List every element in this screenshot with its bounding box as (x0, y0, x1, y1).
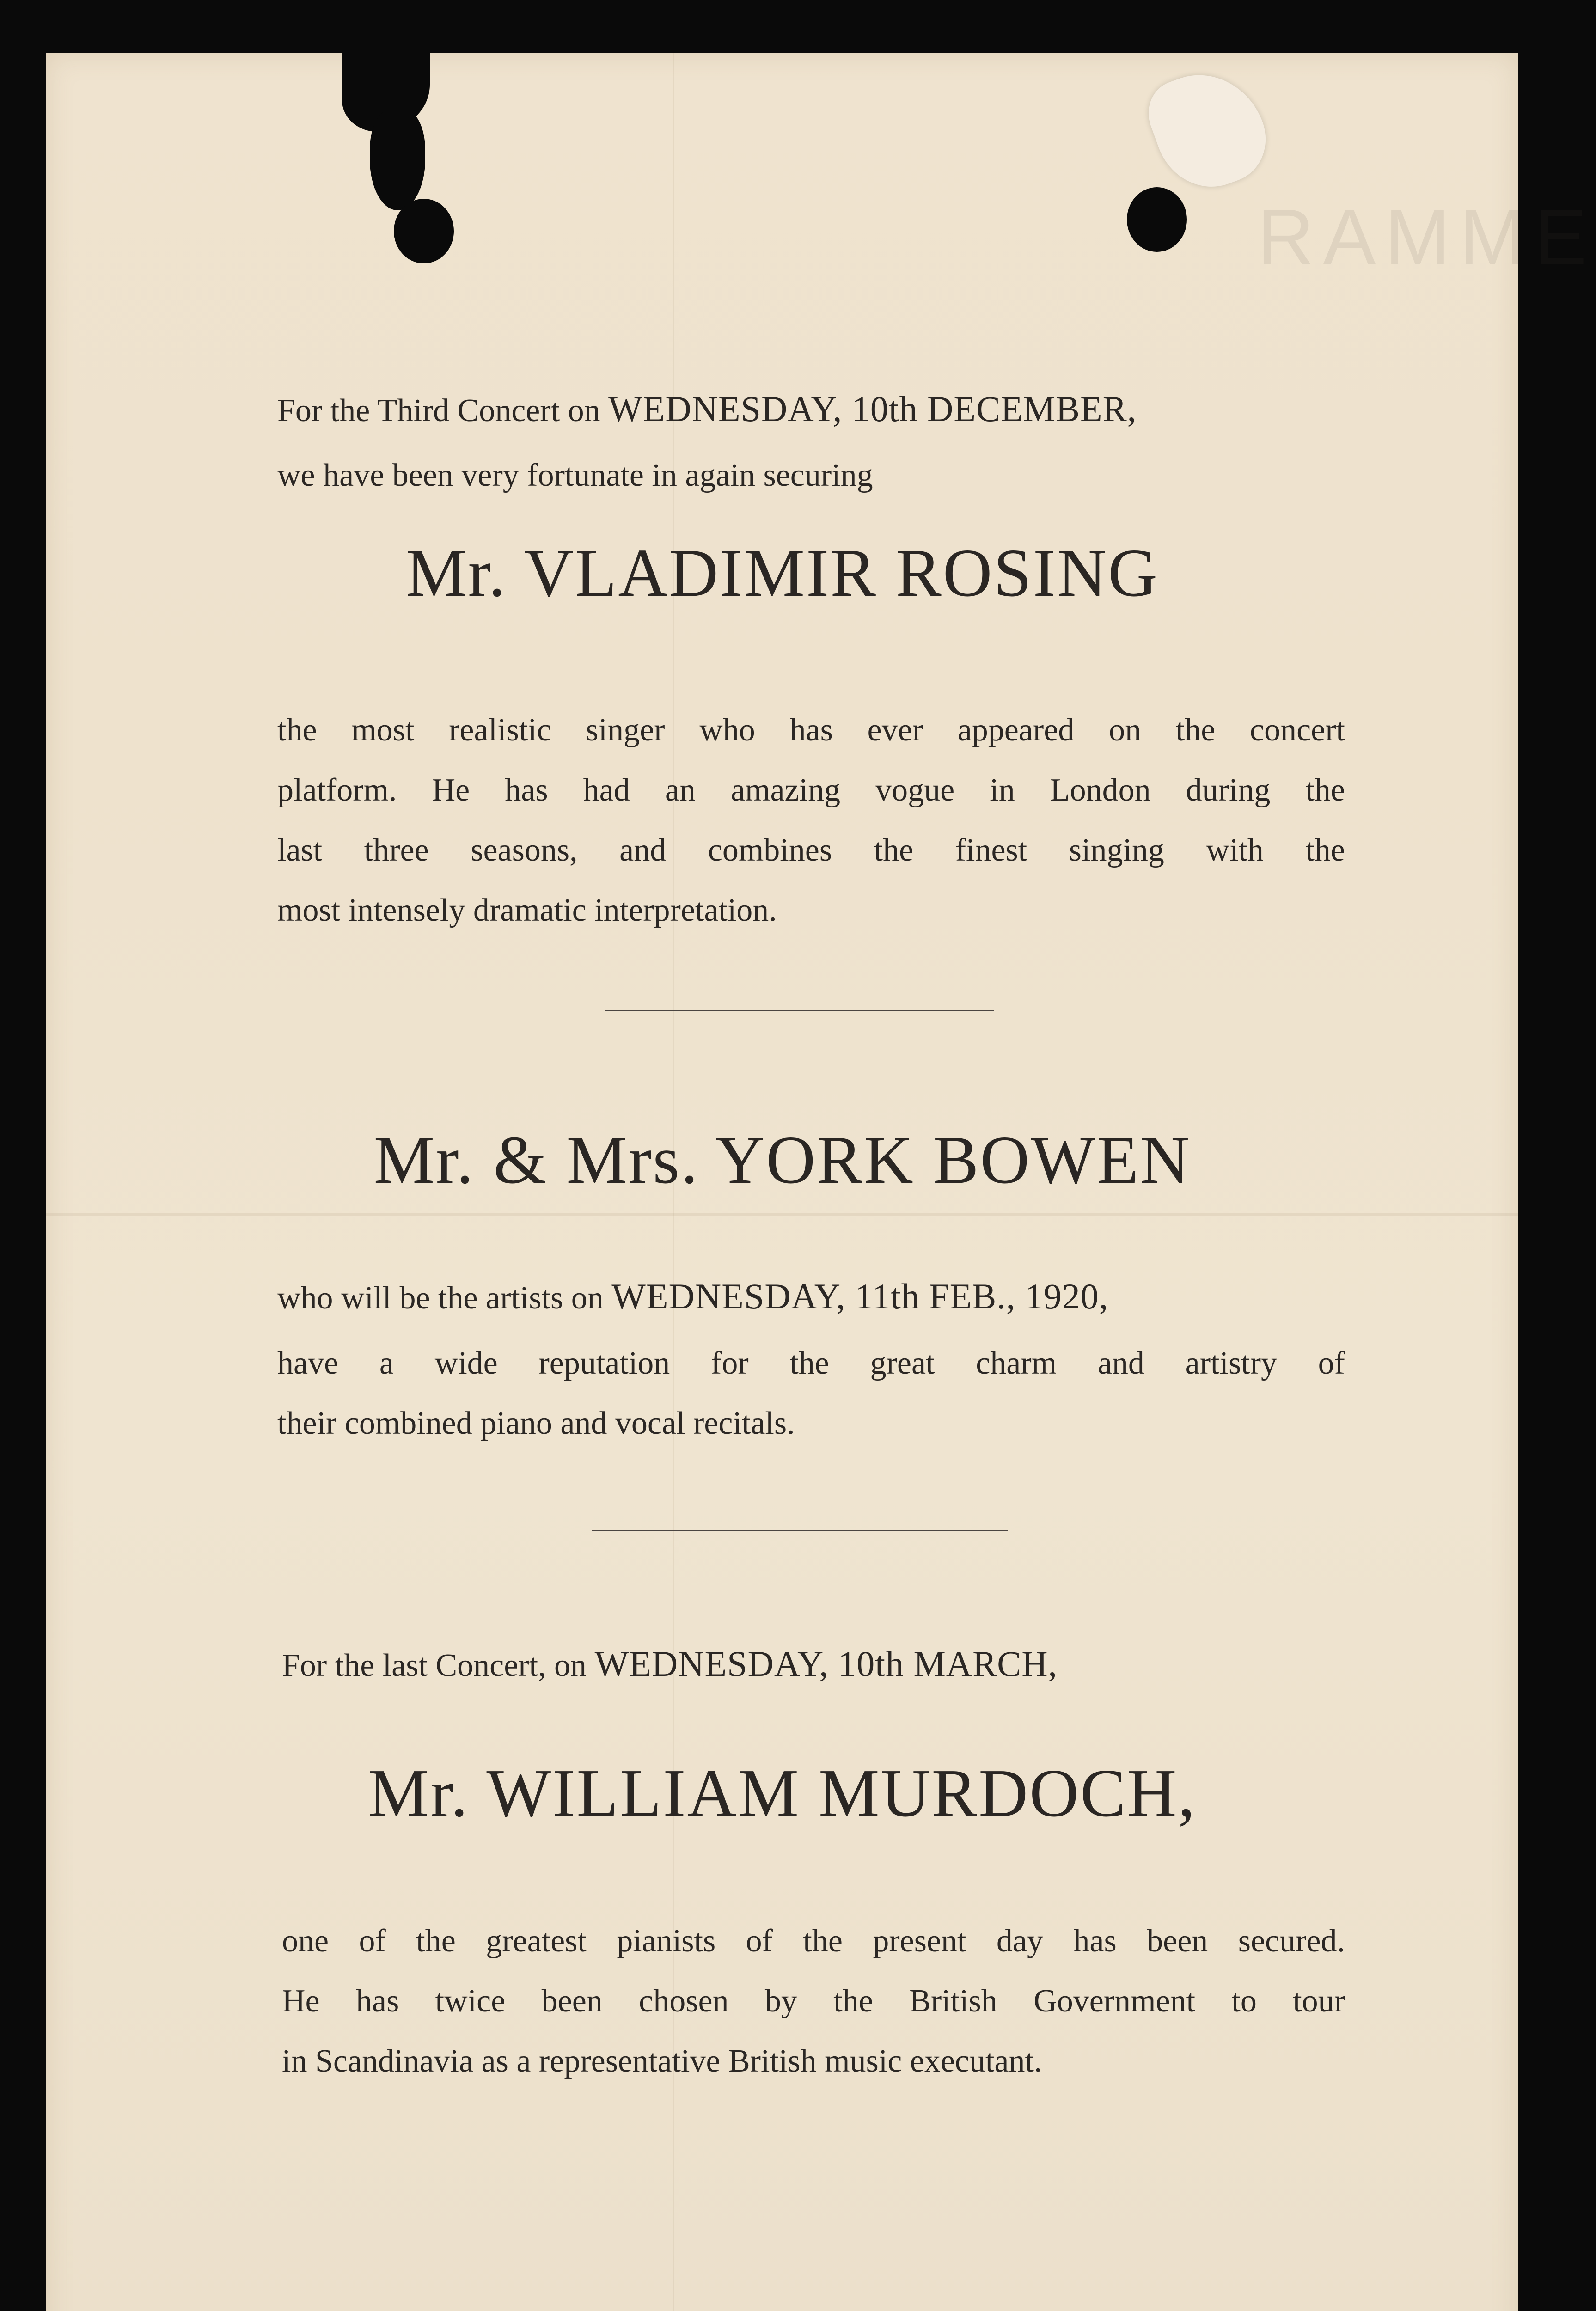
murdoch-description (282, 1911, 1345, 2091)
body-line: in Scandinavia as a representative British music executant. (282, 2043, 1042, 2079)
divider-rule (592, 1530, 1008, 1531)
intro-line-2: we have been very fortunate in again securing (277, 458, 873, 493)
section-last-concert (282, 1632, 1364, 1698)
punch-hole (394, 199, 454, 263)
york-bowen-description (277, 1333, 1345, 1454)
document-page (46, 53, 1596, 2311)
body-line: the most realistic singer who has ever appeared on the concert (277, 712, 1345, 748)
rosing-description (277, 700, 1345, 941)
intro-text: For the Third Concert on (277, 393, 609, 428)
headline-york-bowen: Mr. & Mrs. YORK BOWEN (373, 1122, 1191, 1198)
body-line: their combined piano and vocal recitals. (277, 1406, 795, 1441)
intro-line (277, 1264, 1359, 1331)
body-line: have a wide reputation for the great charm and artistry of (277, 1345, 1345, 1381)
body-line: platform. He has had an amazing vogue in London during the (277, 772, 1345, 808)
concert-date: WEDNESDAY, 11th FEB., 1920, (611, 1276, 1109, 1316)
show-through-text: RAMME (1257, 193, 1596, 281)
headline-william-murdoch: Mr. WILLIAM MURDOCH, (368, 1755, 1197, 1831)
body-line: He has twice been chosen by the British Government to tour (282, 1983, 1345, 2019)
punch-hole (1127, 187, 1187, 252)
section-york-bowen (277, 1264, 1359, 1331)
body-line: most intensely dramatic interpretation. (277, 893, 777, 928)
section-third-concert (277, 377, 1359, 508)
divider-rule (605, 1010, 994, 1011)
headline-vladimir-rosing: Mr. VLADIMIR ROSING (406, 535, 1159, 611)
intro-text: For the last Concert, on (282, 1648, 595, 1683)
intro-line (277, 377, 1359, 443)
torn-paper-flap (1139, 57, 1278, 202)
intro-text: who will be the artists on (277, 1280, 612, 1316)
concert-date: WEDNESDAY, 10th DECEMBER, (608, 389, 1137, 429)
body-line: last three seasons, and combines the finest singing with the (277, 832, 1345, 868)
horizontal-fold-line (46, 1213, 1518, 1216)
torn-edge (370, 109, 425, 210)
body-line: one of the greatest pianists of the present day has been secured. (282, 1923, 1345, 1959)
concert-date: WEDNESDAY, 10th MARCH, (594, 1644, 1058, 1684)
intro-line (282, 1632, 1364, 1698)
